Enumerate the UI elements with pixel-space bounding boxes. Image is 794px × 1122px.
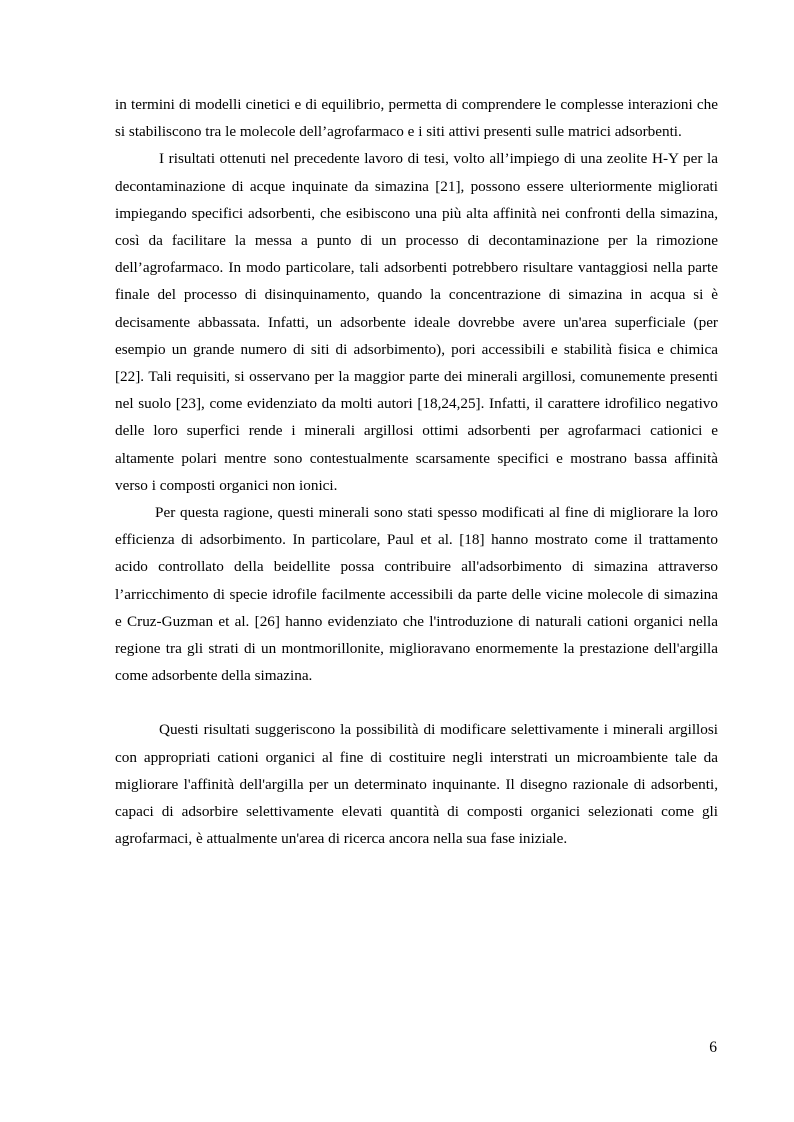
paragraph-conclusion: Questi risultati suggeriscono la possibilità di modificare selettivamente i minerali argillosi con appropriati cationi organici al fine di costituire negli interstrati un microambiente tale da migliorare l'affinità dell'argilla per un determinato inquinante. Il disegno razionale di adsorbenti, capaci di adsorbire selettivamente elevati quantità di composti organici selezionati come gli agrofarmaci, è attualmente un'area di ricerca ancora nella sua fase iniziale. [115, 721, 718, 848]
paragraph-results: I risultati ottenuti nel precedente lavoro di tesi, volto all’impiego di una zeolite H-Y per la decontaminazione di acque inquinate da simazina [21], possono essere ulteriormente migliorati impiegando specifici adsorbenti, che esibiscono una più alta affinità nei confronti della simazina, così da facilitare la messa a punto di un processo di decontaminazione per la rimozione dell’agrofarmaco. In modo particolare, tali adsorbenti potrebbero risultare vantaggiosi nella parte finale del processo di disinquinamento, quando la concentrazione di simazina in acqua si è decisamente abbassata. Infatti, un adsorbente ideale dovrebbe avere un'area superficiale (per esempio un grande numero di siti di adsorbimento), pori accessibili e stabilità fisica e chimica [22]. Tali requisiti, si osservano per la maggior parte dei minerali argillosi, comunemente presenti nel suolo [23], come evidenziato da molti autori [18,24,25]. Infatti, il carattere idrofilico negativo delle loro superfici rende i minerali argillosi ottimi adsorbenti per agrofarmaci cationici e altamente polari mentre sono contestualmente scarsamente specifici e mostrano bassa affinità verso i composti organici non ionici. [115, 150, 718, 494]
page-number: 6 [709, 1039, 717, 1056]
body-text [115, 91, 718, 852]
paragraph-modification: Per questa ragione, questi minerali sono stati spesso modificati al fine di migliorare la loro efficienza di adsorbimento. In particolare, Paul et al. [18] hanno mostrato come il trattamento acido controllato della beidellite possa contribuire all'adsorbimento di simazina attraverso l’arricchimento di specie idrofile facilmente accessibili da parte delle vicine molecole di simazina e Cruz-Guzman et al. [26] hanno evidenziato che l'introduzione di naturali cationi organici nella regione tra gli strati di un montmorillonite, miglioravano enormemente la prestazione dell'argilla come adsorbente della simazina. [115, 504, 718, 685]
paragraph-continuation: in termini di modelli cinetici e di equilibrio, permetta di comprendere le complesse interazioni che si stabiliscono tra le molecole dell’agrofarmaco e i siti attivi presenti sulle matrici adsorbenti. [115, 96, 718, 141]
